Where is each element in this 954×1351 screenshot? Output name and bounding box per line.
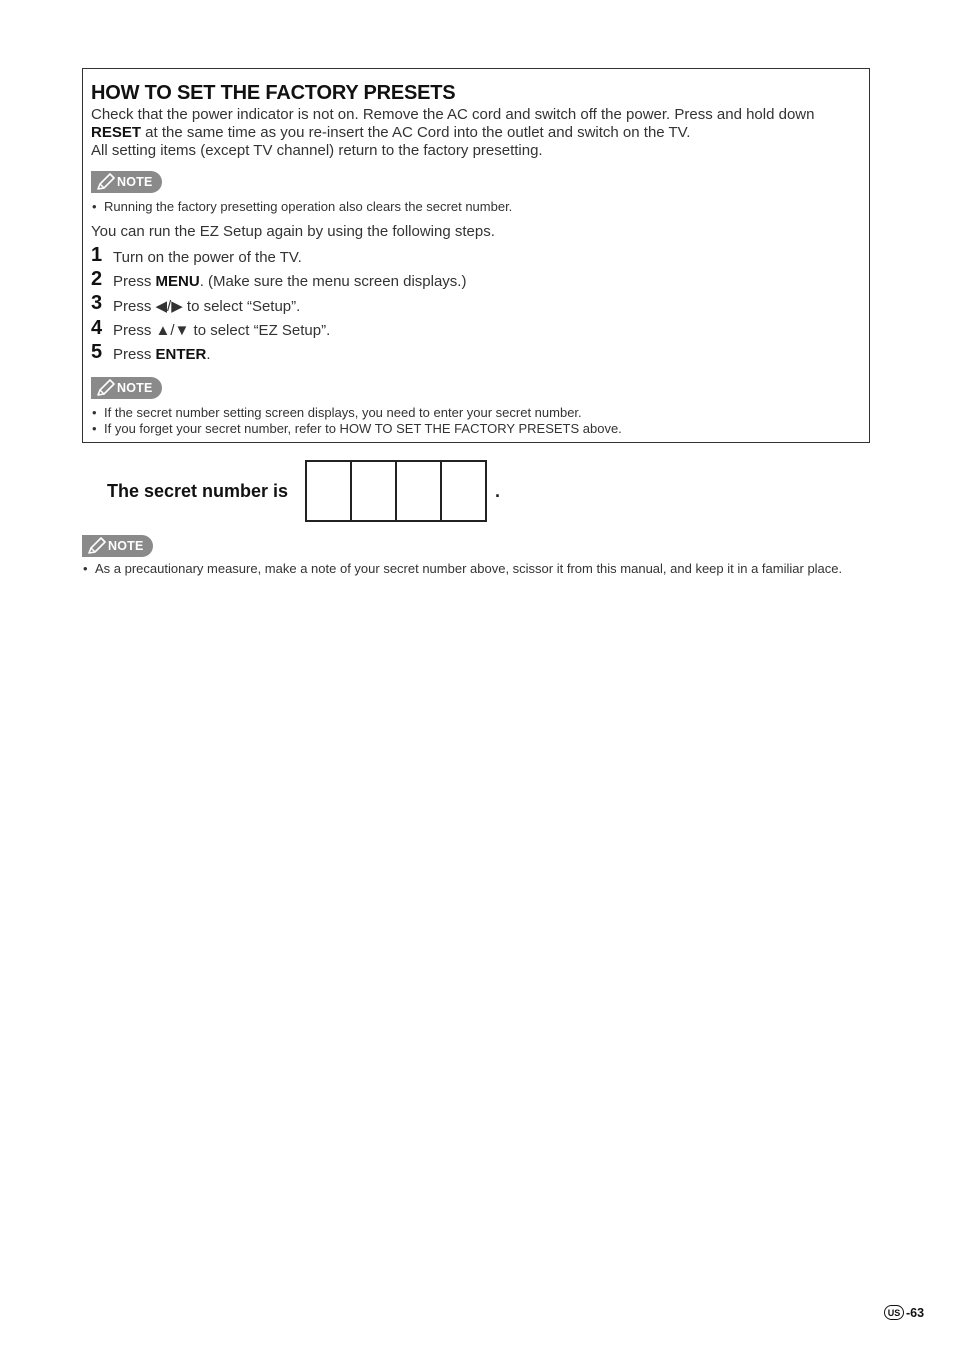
note-3-item: • As a precautionary measure, make a note of your secret number above, scissor it from this manual, and keep it in a familiar place.	[95, 561, 872, 577]
step-5-number: 5	[91, 341, 103, 363]
step-4-text: Press ▲/▼ to select “EZ Setup”.	[113, 322, 331, 339]
pencil-icon	[96, 379, 116, 397]
secret-digit-box	[397, 462, 442, 520]
note-label-2: NOTE	[117, 381, 153, 395]
secret-digit-box	[442, 462, 485, 520]
note-label-3: NOTE	[108, 539, 144, 553]
instruction-line-1: Check that the power indicator is not on. Remove the AC cord and switch off the power. Press and hold down	[91, 106, 815, 123]
secret-number-boxes	[305, 460, 487, 522]
page-number-text: -63	[906, 1305, 925, 1320]
step-3-number: 3	[91, 292, 103, 314]
enter-keyword: ENTER	[155, 346, 207, 363]
instruction-line-2-rest: at the same time as you re-insert the AC Cord into the outlet and switch on the TV.	[141, 124, 691, 141]
step-5-text: Press ENTER.	[113, 346, 211, 363]
secret-number-label: The secret number is	[107, 481, 289, 501]
section-title: HOW TO SET THE FACTORY PRESETS	[91, 82, 456, 104]
secret-digit-box	[352, 462, 397, 520]
step-4-number: 4	[91, 317, 103, 339]
instruction-line-3: All setting items (except TV channel) return to the factory presetting.	[91, 142, 543, 159]
secret-period: .	[495, 481, 501, 501]
step-2-text: Press MENU. (Make sure the menu screen displays.)	[113, 273, 467, 290]
pencil-icon	[87, 537, 107, 555]
page-number	[884, 1305, 924, 1320]
instruction-line-2	[91, 124, 690, 142]
secret-digit-box	[307, 462, 352, 520]
note-badge-2	[91, 377, 162, 399]
note-label-1: NOTE	[117, 175, 153, 189]
step-3-text: Press ◀/▶ to select “Setup”.	[113, 298, 301, 315]
note-2-item-2: • If you forget your secret number, refer to HOW TO SET THE FACTORY PRESETS above.	[104, 421, 622, 436]
ez-setup-intro: You can run the EZ Setup again by using the following steps.	[91, 223, 495, 240]
step-1-text: Turn on the power of the TV.	[113, 249, 302, 266]
factory-presets-box	[82, 68, 870, 443]
reset-keyword: RESET	[91, 124, 142, 141]
note-1-item: • Running the factory presetting operation also clears the secret number.	[104, 199, 512, 214]
pencil-icon	[96, 173, 116, 191]
step-2-number: 2	[91, 268, 103, 290]
note-badge-1	[91, 171, 162, 193]
note-2-item-1: • If the secret number setting screen displays, you need to enter your secret number.	[104, 405, 582, 420]
note-badge-3	[82, 535, 153, 557]
step-1-number: 1	[91, 244, 103, 266]
us-region-badge: US	[884, 1305, 904, 1320]
menu-keyword: MENU	[155, 273, 200, 290]
